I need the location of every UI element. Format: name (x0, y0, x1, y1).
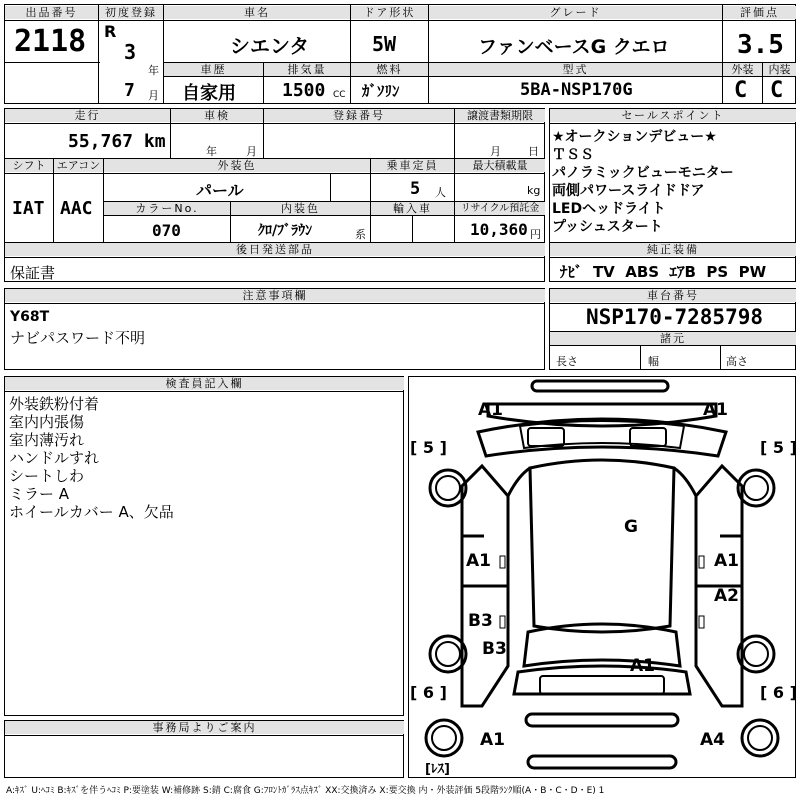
notes-line: Y68T (10, 309, 50, 325)
recycle-label: リサイクル預託金 (455, 202, 545, 215)
dmg-front-left-door: A1 (466, 551, 491, 571)
dmg-rear-left-door: B3 (468, 611, 493, 631)
equipment: ﾅﾋﾞ TV ABS ｴｱB PS PW (560, 263, 767, 281)
mileage: 55,767 km (68, 131, 166, 152)
top-section (4, 4, 796, 104)
displacement-unit: CC (333, 90, 346, 100)
history-label: 車歴 (164, 63, 263, 76)
height-label: 高さ (726, 355, 748, 368)
door-type: 5W (372, 32, 397, 56)
ac-label: エアコン (54, 159, 103, 172)
shift-label: シフト (5, 159, 53, 172)
regno-label: 登録番号 (264, 109, 454, 122)
inspection-month: 月 (246, 145, 257, 158)
notes-label: 注意事項欄 (5, 289, 545, 302)
dmg-rear-right-door: A2 (714, 586, 739, 606)
color: パール (196, 181, 244, 200)
capacity-unit: 人 (435, 186, 446, 199)
inspection-year: 年 (206, 145, 217, 158)
dmg-front-left: A1 (478, 400, 503, 420)
inspector-line: ホイールカバー A、欠品 (9, 503, 174, 521)
sales-item: ★オークションデビュー★ (552, 129, 717, 145)
ext-label: 外装 (723, 63, 762, 76)
model-label: 型式 (429, 63, 722, 76)
era: R (104, 22, 117, 41)
ac: AAC (60, 198, 93, 219)
colorno: 070 (152, 221, 181, 240)
tire-front-left: [ 5 ] (410, 438, 447, 457)
dmg-rear: A1 (630, 656, 655, 676)
displacement: 1500 (282, 80, 326, 101)
inspector-line: ミラー A (9, 485, 70, 503)
displacement-label: 排気量 (264, 63, 350, 76)
width-label: 幅 (648, 355, 659, 368)
grade: ファンベースG クエロ (478, 36, 670, 58)
capacity: 5 (410, 179, 421, 199)
sales-label: セールスポイント (550, 109, 796, 122)
tire-front-right: [ 5 ] (760, 438, 797, 457)
spare-tire: [ﾚｽ] (425, 762, 450, 777)
inspection-label: 車検 (171, 109, 263, 122)
recycle: 10,360 (470, 220, 528, 239)
ext-grade: C (734, 78, 748, 103)
chassis-number: NSP170-7285798 (586, 305, 764, 329)
grade-label: グレード (429, 6, 722, 19)
shift: IAT (12, 198, 45, 219)
model: 5BA-NSP170G (520, 80, 633, 100)
inspector-line: 室内薄汚れ (9, 431, 85, 449)
sales-item: ＴＳＳ (552, 147, 594, 163)
sales-item: 両側パワースライドドア (552, 183, 705, 199)
color-label: 外装色 (104, 159, 370, 172)
inspector-line: シートしわ (9, 467, 85, 485)
interior-label: 内装色 (231, 202, 370, 215)
score: 3.5 (737, 30, 784, 60)
dmg-bottom-right: A4 (700, 730, 725, 750)
legend: A:ｷｽﾞ U:ﾍｺﾐ B:ｷｽﾞを伴うﾍｺﾐ P:要塗装 W:補修跡 S:錆 C:腐食 G:ﾌﾛﾝﾄｶﾞﾗｽ点ｷｽﾞ XX:交換済み X:要交換 内・外装評価 5段階ﾗﾝｸ順(A・B・C・D・E) 1 (6, 786, 605, 796)
car-label: 車名 (164, 6, 350, 19)
history: 自家用 (182, 83, 236, 104)
dmg-bottom-left: A1 (480, 730, 505, 750)
reg-year: 3 (124, 40, 137, 64)
year-unit: 年 (148, 64, 159, 77)
sales-item: プッシュスタート (552, 219, 663, 235)
dmg-rear-left-quarter: B3 (482, 639, 507, 659)
transfer-month: 月 (490, 145, 501, 158)
notes-line: ナビパスワード不明 (10, 329, 146, 347)
door-label: ドア形状 (351, 6, 428, 19)
inspector-list (9, 395, 174, 521)
transfer-day: 日 (528, 145, 539, 158)
tire-rear-left: [ 6 ] (410, 683, 447, 702)
sales-item: LEDヘッドライト (552, 201, 666, 217)
office-label: 事務局よりご案内 (5, 721, 404, 734)
import-label: 輸入車 (371, 202, 454, 215)
later-parts: 保証書 (10, 264, 56, 282)
car-name: シエンタ (230, 34, 310, 58)
load-label: 最大積載量 (455, 159, 545, 172)
dmg-front-right: A1 (703, 400, 728, 420)
sales-item: パノラミックビューモニター (552, 165, 734, 181)
later-label: 後日発送部品 (5, 243, 545, 256)
score-label: 評価点 (723, 6, 796, 19)
fuel-label: 燃料 (351, 63, 428, 76)
car-outline (408, 376, 796, 778)
month-unit: 月 (148, 89, 159, 102)
sales-list (552, 128, 734, 236)
tire-rear-right: [ 6 ] (760, 683, 797, 702)
inspector-label: 検査員記入欄 (5, 377, 404, 390)
dims-label: 諸元 (550, 332, 796, 345)
transfer-label: 譲渡書類期限 (455, 109, 545, 122)
capacity-label: 乗車定員 (371, 159, 454, 172)
chassis-label: 車台番号 (550, 289, 796, 302)
equip-label: 純正装備 (550, 243, 796, 256)
mileage-label: 走行 (5, 109, 170, 122)
dmg-front-right-door: A1 (714, 551, 739, 571)
reg-label: 初度登録 (99, 6, 163, 19)
int-label: 内装 (763, 63, 796, 76)
reg-month: 7 (124, 80, 135, 101)
dmg-roof: G (624, 517, 638, 537)
int-grade: C (770, 78, 784, 103)
inspector-line: 外装鉄粉付着 (9, 395, 100, 413)
load-unit: kg (527, 184, 541, 197)
inspector-line: ハンドルすれ (9, 449, 100, 467)
inspector-line: 室内内張傷 (9, 413, 85, 431)
lot-label: 出品番号 (5, 6, 98, 19)
lot-number: 2118 (14, 24, 87, 59)
interior: ｸﾛ/ﾌﾞﾗｳﾝ (258, 223, 313, 239)
fuel: ｶﾞｿﾘﾝ (362, 82, 400, 100)
interior-unit: 系 (355, 228, 366, 241)
recycle-unit: 円 (530, 228, 541, 241)
colorno-label: カラーNo. (104, 202, 230, 215)
length-label: 長さ (556, 355, 578, 368)
